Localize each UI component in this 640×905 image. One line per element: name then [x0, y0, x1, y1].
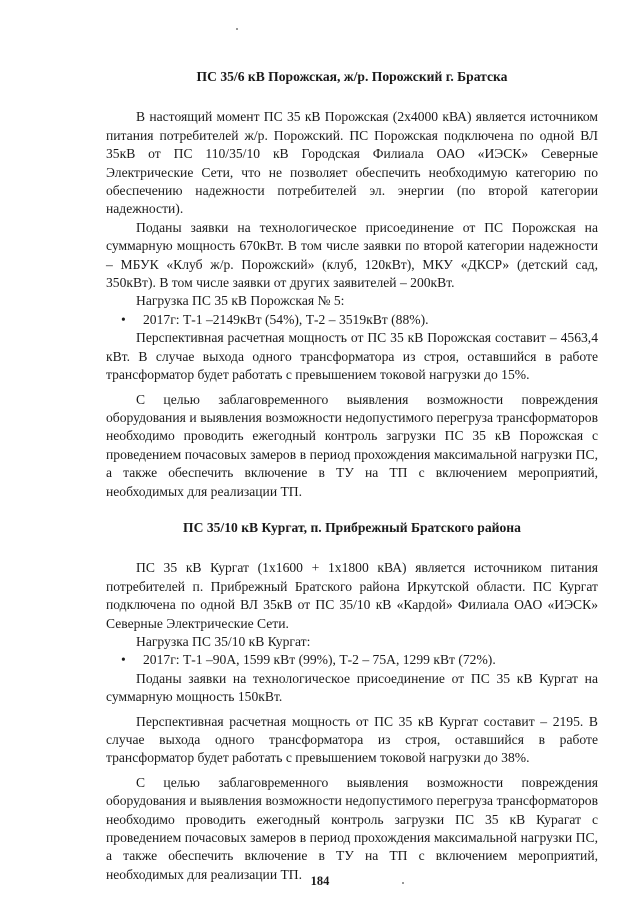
bullet-item [106, 311, 598, 329]
section-heading-kurgat: ПС 35/10 кВ Кургат, п. Прибрежный Братского района [183, 519, 521, 535]
bullet-text: 2017г: Т-1 –2149кВт (54%), Т-2 – 3519кВт (88%). [143, 311, 429, 327]
paragraph: ПС 35 кВ Кургат (1х1600 + 1х1800 кВА) является источником питания потребителей п. Прибрежный Братского района Иркутской области. ПС Кургат подключена по одной ВЛ 35кВ от ПС 35/10 кВ «Кардой» Филиала ОАО «ИЭСК» Северные Электрические Сети. [106, 560, 598, 631]
page-number: 184 [310, 874, 330, 888]
paragraph: Перспективная расчетная мощность от ПС 35 кВ Порожская составит – 4563,4 кВт. В случае выхода одного трансформатора из строя, оставшийся в работе трансформатор будет работать с превышением токовой нагрузки до 15%. [106, 330, 598, 383]
paragraph: Нагрузка ПС 35/10 кВ Кургат: [136, 633, 311, 649]
document-page [106, 60, 598, 884]
paragraph: С целью заблаговременного выявления возможности повреждения оборудования и выявления возможности недопустимого перегруза трансформаторов необходимо проводить ежегодный контроль загрузки ПС 35 кВ Курагат с проведением почасовых замеров в период прохождения максимальной нагрузки ПС, а также обеспечить включение в ТУ на ТП с включением мероприятий, необходимых для реализации ТП. [106, 774, 598, 882]
bullet-icon: • [121, 652, 126, 668]
paragraph: Поданы заявки на технологическое присоединение от ПС 35 кВ Кургат на суммарную мощность 150кВт. [106, 670, 598, 705]
paragraph: С целью заблаговременного выявления возможности повреждения оборудования и выявления возможности недопустимого перегруза трансформаторов необходимо проводить ежегодный контроль загрузки ПС 35 кВ Порожская с проведением почасовых замеров в период прохождения максимальной нагрузки ПС, а также обеспечить включение в ТУ на ТП с включением мероприятий, необходимых для реализации ТП. [106, 391, 598, 499]
scan-speck [402, 882, 404, 884]
paragraph: Перспективная расчетная мощность от ПС 35 кВ Кургат составит – 2195. В случае выхода одного трансформатора из строя, оставшийся в работе трансформатор будет работать с превышением токовой нагрузки до 38%. [106, 713, 598, 766]
scan-speck [236, 28, 238, 30]
bullet-icon: • [121, 311, 126, 327]
paragraph: Поданы заявки на технологическое присоединение от ПС Порожская на суммарную мощность 670кВт. В том числе заявки по второй категории надежности – МБУК «Клуб ж/р. Порожский» (клуб, 120кВт), МКУ «ДКСР» (детский сад, 350кВт). В том числе заявки от других заявителей – 200кВт. [106, 219, 598, 291]
bullet-text: 2017г: Т-1 –90А, 1599 кВт (99%), Т-2 – 75А, 1299 кВт (72%). [143, 652, 496, 668]
paragraph: Нагрузка ПС 35 кВ Порожская № 5: [136, 293, 345, 309]
section-heading-porozhskaya: ПС 35/6 кВ Порожская, ж/р. Порожский г. Братска [196, 69, 508, 84]
paragraph: В настоящий момент ПС 35 кВ Порожская (2х4000 кВА) является источником питания потребителей ж/р. Порожский. ПС Порожская подключена по одной ВЛ 35кВ от ПС 110/35/10 кВ Городская Филиала ОАО «ИЭСК» Северные Электрические Сети, что не позволяет обеспечить необходимую категорию по обеспечению надежности потребителей эл. энергии (по второй категории надежности). [106, 109, 598, 217]
bullet-item [106, 651, 598, 669]
